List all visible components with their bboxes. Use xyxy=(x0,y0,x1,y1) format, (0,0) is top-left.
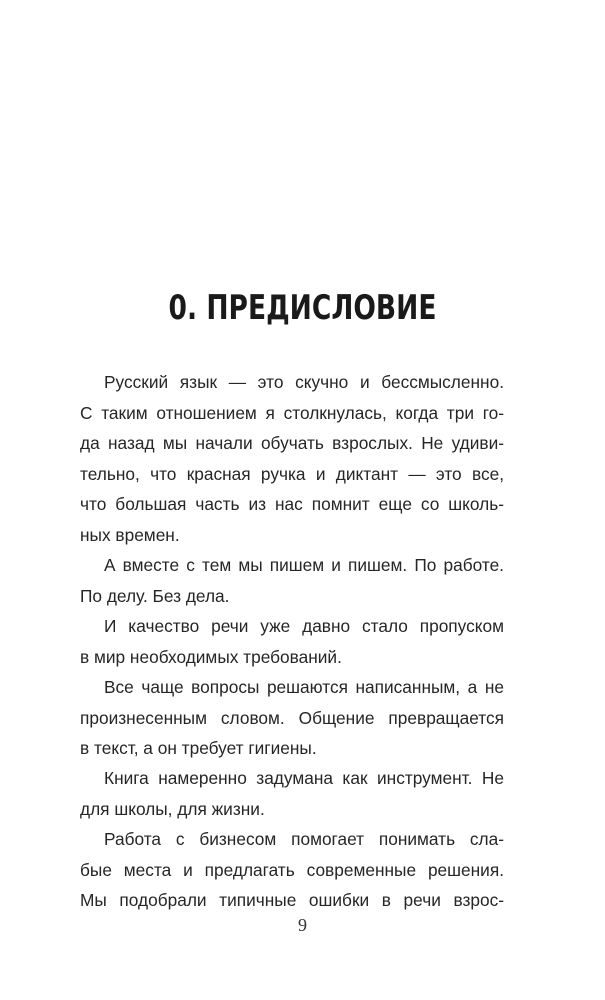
text-line: Мы подобрали типичные ошибки в речи взрос- xyxy=(80,890,504,910)
text-line: Русский язык — это скучно и бессмысленно. xyxy=(104,372,504,392)
text-line: С таким отношением я столкнулась, когда три го- xyxy=(80,402,504,423)
text-line: бые места и предлагать современные решения. xyxy=(80,859,504,880)
paragraph-block-1 xyxy=(80,367,504,550)
text-line: И качество речи уже давно стало пропуском xyxy=(104,616,504,636)
text-line: тельно, что красная ручка и диктант — это все, xyxy=(80,463,504,484)
text-line: в мир необходимых требований. xyxy=(80,646,342,667)
text-line: ных времен. xyxy=(80,524,180,545)
text-line: что большая часть из нас помнит еще со школь- xyxy=(80,494,504,514)
text-line: произнесенным словом. Общение превращается xyxy=(80,707,504,728)
text-line: А вместе с тем мы пишем и пишем. По работе. xyxy=(104,555,504,575)
paragraph-block-3 xyxy=(80,763,504,916)
page-number: 9 xyxy=(298,915,307,935)
text-line: Все чаще вопросы решаются написанным, а не xyxy=(104,677,504,697)
text-line: Работа с бизнесом помогает понимать сла- xyxy=(104,829,504,849)
text-line: да назад мы начали обучать взрослых. Не удиви- xyxy=(80,433,504,453)
text-line: в текст, а он требует гигиены. xyxy=(80,738,317,758)
text-line: По делу. Без дела. xyxy=(80,585,230,606)
paragraph-block-2 xyxy=(80,550,504,764)
text-line: для школы, для жизни. xyxy=(80,798,265,819)
chapter-title: 0. ПРЕДИСЛОВИЕ xyxy=(168,288,437,328)
text-line: Книга намеренно задумана как инструмент. Не xyxy=(104,768,504,788)
